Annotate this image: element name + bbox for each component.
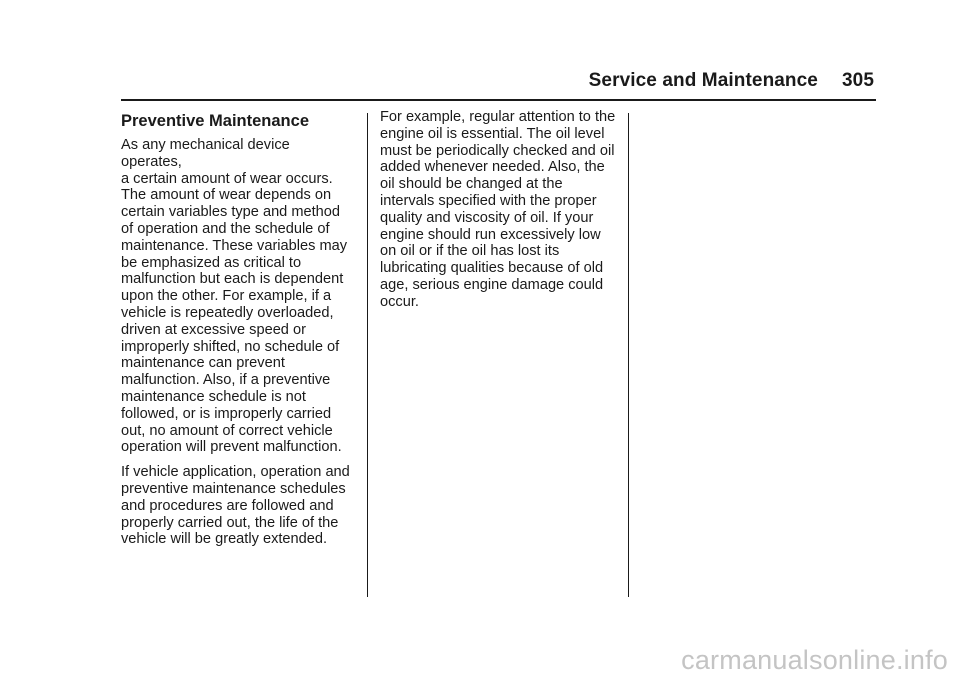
page-number: 305: [841, 70, 874, 91]
paragraph: If vehicle application, operation and preventive maintenance schedules and procedures are followed and properly carried out, the life of the vehicle will be greatly extended.: [121, 464, 350, 548]
column-divider: [628, 113, 629, 597]
watermark: carmanualsonline.info: [681, 645, 948, 675]
section-title: Service and Maintenance: [588, 70, 818, 91]
paragraph: As any mechanical device operates, a certain amount of wear occurs. The amount of wear depends on certain variables type and method of operation and the schedule of maintenance. These variables may be emphasized as critical to malfunction but each is dependent upon the other. For example, if a vehicle is repeatedly overloaded, driven at excessive speed or improperly shifted, no schedule of maintenance can prevent malfunction. Also, if a preventive maintenance schedule is not followed, or is improperly carried out, no amount of correct vehicle operation will prevent malfunction.: [121, 137, 348, 456]
running-header: [589, 70, 874, 92]
header-rule: [121, 99, 876, 101]
paragraph: For example, regular attention to the engine oil is essential. The oil level must be periodically checked and oil added whenever needed. Also, the oil should be changed at the intervals specified with the proper quality and viscosity of oil. If your engine should run excessively low on oil or if the oil has lost its lubricating qualities because of old age, serious engine damage could occur.: [380, 109, 616, 310]
middle-column: [380, 109, 616, 319]
column-divider: [367, 113, 368, 597]
left-column: [121, 111, 353, 556]
section-heading: Preventive Maintenance: [121, 112, 309, 130]
